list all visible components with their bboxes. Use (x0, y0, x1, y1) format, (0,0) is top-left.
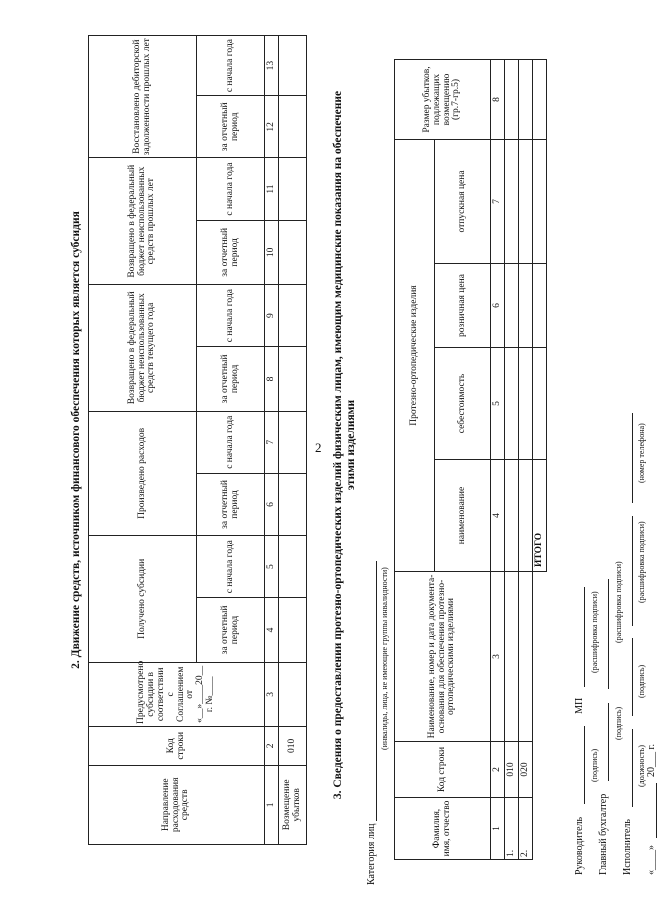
header-start: с начала года (197, 285, 265, 347)
header-provided: Предусмотрено субсидии в соответствии с Соглашением от «__»____20__ г. №____ (89, 662, 265, 726)
executor-signature-row (622, 413, 633, 875)
category-field[interactable] (366, 561, 377, 821)
table-row (519, 60, 533, 860)
data-cell[interactable] (279, 536, 307, 598)
data-cell[interactable] (279, 158, 307, 220)
executor-phone-field[interactable] (622, 413, 633, 503)
data-cell[interactable] (505, 572, 519, 742)
total-label: ИТОГО (533, 460, 547, 572)
col-number: 10 (265, 220, 279, 284)
col-number: 5 (491, 348, 505, 460)
executor-position-field[interactable] (622, 729, 633, 807)
header-start: с начала года (197, 536, 265, 598)
col-number: 6 (491, 264, 505, 348)
accountant-signature-hint: (подпись) (614, 706, 623, 740)
row-code: 010 (279, 727, 307, 766)
data-cell[interactable] (533, 264, 547, 348)
data-cell[interactable] (279, 411, 307, 473)
head-decoding-hint: (расшифровка подписи) (590, 591, 599, 673)
data-cell[interactable] (279, 662, 307, 726)
row-code: 010 (505, 742, 519, 798)
head-signature-hint: (подпись) (590, 748, 599, 782)
header-code: Код строки (89, 727, 265, 766)
header-received: Получено субсидии (89, 536, 197, 663)
date-row (646, 744, 657, 875)
mp-label: МП (574, 697, 585, 714)
header-start: с начала года (197, 36, 265, 96)
data-cell[interactable] (533, 348, 547, 460)
header-loss: Размер убытков, подлежащих возмещению (гр.7-гр.5) (395, 60, 491, 140)
section2-title: 2. Движение средств, источником финансового обеспечения которых является субсидия (70, 211, 82, 669)
header-restored: Восстановлено дебиторской задолженности прошлых лет (89, 36, 197, 158)
header-code: Код строки (395, 742, 491, 798)
section2-table (88, 35, 307, 845)
header-period: за отчетный период (197, 598, 265, 662)
data-cell[interactable] (519, 140, 533, 264)
date-day[interactable]: «____» (646, 845, 657, 875)
col-number: 13 (265, 36, 279, 96)
data-cell[interactable] (279, 598, 307, 662)
header-start: с начала года (197, 158, 265, 220)
data-cell[interactable] (505, 140, 519, 264)
col-number: 2 (265, 727, 279, 766)
executor-signature-hint: (подпись) (637, 664, 646, 698)
category-row (366, 561, 377, 885)
col-number: 8 (265, 347, 279, 411)
accountant-label: Главный бухгалтер (598, 793, 609, 875)
data-cell[interactable] (519, 60, 533, 140)
header-start: с начала года (197, 411, 265, 473)
total-row (533, 60, 547, 860)
col-number: 7 (491, 140, 505, 264)
accountant-decoding-field[interactable] (598, 579, 609, 689)
section3-title: 3. Сведения о предоставлении протезно-ортопедических изделий физическим лицам, имеющим медицинские показания на обеспечение этими изделиями (332, 90, 358, 800)
table-row (279, 36, 307, 845)
data-cell[interactable] (505, 348, 519, 460)
row-direction: Возмещение убытков (279, 765, 307, 844)
data-cell[interactable] (279, 347, 307, 411)
section3-table (394, 59, 547, 860)
data-cell[interactable] (519, 460, 533, 572)
total-spacer (533, 572, 547, 860)
head-signature-row (574, 587, 585, 875)
header-cost: себестоимость (435, 348, 491, 460)
data-cell[interactable] (519, 264, 533, 348)
head-signature-field[interactable] (574, 726, 585, 804)
header-period: за отчетный период (197, 220, 265, 284)
data-cell[interactable] (519, 572, 533, 742)
head-label: Руководитель (574, 816, 585, 875)
row-number: 2. (519, 798, 533, 860)
row-code: 020 (519, 742, 533, 798)
col-number: 8 (491, 60, 505, 140)
executor-phone-hint: (номер телефона) (637, 423, 646, 483)
col-number: 6 (265, 473, 279, 535)
header-period: за отчетный период (197, 347, 265, 411)
accountant-signature-row (598, 579, 609, 875)
header-release: отпускная цена (435, 140, 491, 264)
data-cell[interactable] (279, 285, 307, 347)
col-number: 7 (265, 411, 279, 473)
rotated-form (0, 25, 657, 895)
accountant-signature-field[interactable] (598, 703, 609, 781)
executor-position-hint: (должность) (637, 745, 646, 787)
header-document: Наименование, номер и дата документа-основания для обеспечения протезно-ортопедическими изделиями (395, 572, 491, 742)
head-decoding-field[interactable] (574, 587, 585, 687)
header-product-name: наименование (435, 460, 491, 572)
header-period: за отчетный период (197, 96, 265, 158)
executor-signature-field[interactable] (622, 638, 633, 716)
col-number: 2 (491, 742, 505, 798)
header-retail: розничная цена (435, 264, 491, 348)
data-cell[interactable] (519, 348, 533, 460)
data-cell[interactable] (505, 460, 519, 572)
category-label: Категория лиц (366, 823, 377, 885)
col-number: 12 (265, 96, 279, 158)
data-cell[interactable] (279, 36, 307, 96)
header-products: Протезно-ортопедические изделия (395, 140, 435, 572)
accountant-decoding-hint: (расшифровка подписи) (614, 561, 623, 643)
col-number: 3 (491, 572, 505, 742)
executor-label: Исполнитель (622, 819, 633, 875)
header-returned-past: Возвращено в федеральный бюджет неиспользованных средств прошлых лет (89, 158, 197, 285)
col-number: 5 (265, 536, 279, 598)
date-month-field[interactable] (646, 784, 657, 839)
executor-decoding-field[interactable] (622, 516, 633, 626)
data-cell[interactable] (279, 96, 307, 158)
header-period: за отчетный период (197, 473, 265, 535)
data-cell[interactable] (505, 264, 519, 348)
header-returned-current: Возвращено в федеральный бюджет неиспользованных средств текущего года (89, 285, 197, 412)
header-direction: Направление расходования средств (89, 765, 265, 844)
col-number: 11 (265, 158, 279, 220)
data-cell[interactable] (279, 473, 307, 535)
data-cell[interactable] (533, 140, 547, 264)
table-row (505, 60, 519, 860)
col-number: 3 (265, 662, 279, 726)
page-number: 2 (315, 440, 322, 455)
col-number: 4 (265, 598, 279, 662)
data-cell[interactable] (505, 60, 519, 140)
category-hint: (инвалиды, лица, не имеющие группы инвалидности) (380, 567, 389, 750)
data-cell[interactable] (533, 60, 547, 140)
header-spent: Произведено расходов (89, 411, 197, 535)
col-number: 1 (491, 798, 505, 860)
row-number: 1. (505, 798, 519, 860)
data-cell[interactable] (279, 220, 307, 284)
header-name: Фамилия, имя, отчество (395, 798, 491, 860)
col-number: 9 (265, 285, 279, 347)
col-number: 4 (491, 460, 505, 572)
executor-decoding-hint: (расшифровка подписи) (637, 521, 646, 603)
date-year[interactable]: 20___ г. (646, 744, 657, 777)
col-number: 1 (265, 765, 279, 844)
